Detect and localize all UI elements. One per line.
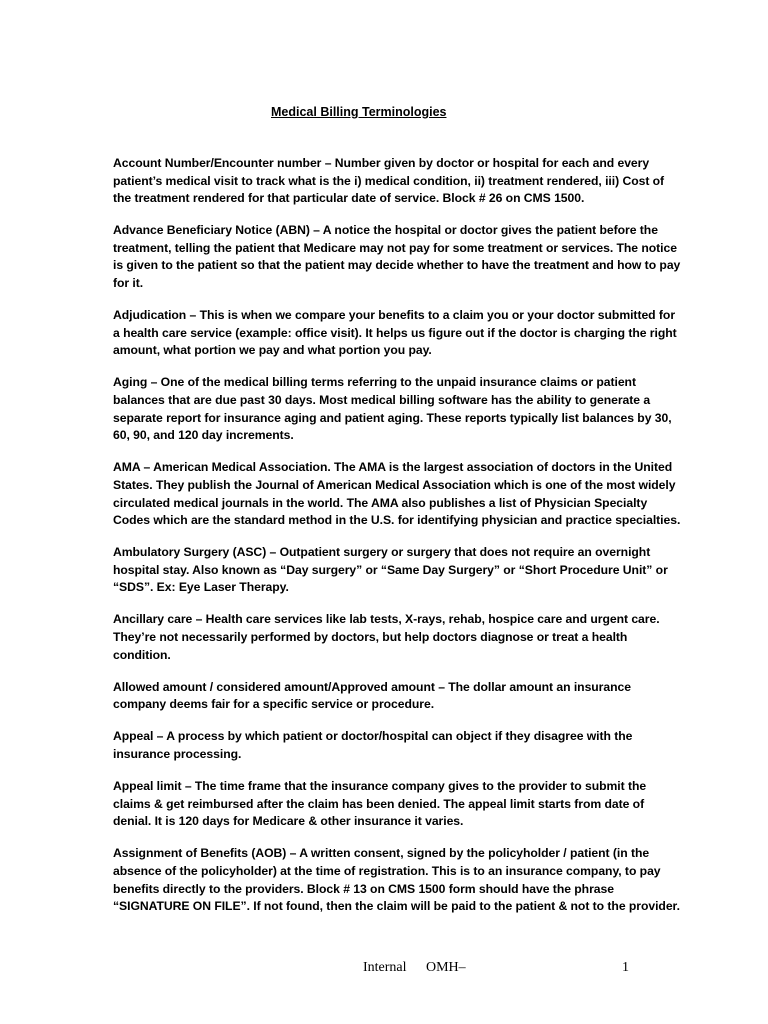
- entry-definition: – Outpatient surgery or surgery that does not require an overnight hospital stay. Also known as “Day surgery” or “Same Day Surgery” or “Short Procedure Unit” or “SDS”. Ex: Eye Laser Therapy.: [113, 545, 668, 595]
- entry-term: Allowed amount / considered amount/Approved amount: [113, 679, 435, 694]
- entry-term: AMA: [113, 460, 141, 475]
- footer-mask: [466, 958, 626, 982]
- entry-term: Appeal limit: [113, 779, 182, 794]
- entry-definition: – Health care services like lab tests, X-rays, rehab, hospice care and urgent care. They’re not necessarily performed by doctors, but help doctors diagnose or treat a health condition.: [113, 612, 660, 662]
- entry-term: Ambulatory Surgery (ASC): [113, 545, 267, 560]
- entry-definition: – Number given by doctor or hospital for each and every patient’s medical visit to track what is the i) medical condition, ii) treatment rendered, iii) Cost of the treatment rendered for that particular date of service. Block # 26 on CMS 1500.: [113, 156, 665, 206]
- footer-code: OMH–: [426, 960, 466, 975]
- entry-definition: – The dollar amount an insurance company deems fair for a specific service or procedure.: [113, 679, 631, 712]
- entry-definition: – American Medical Association. The AMA is the largest association of doctors in the United States. They publish the Journal of American Medical Association which is one of the most widely circulated medical journals in the world. The AMA also publishes a list of Physician Specialty Codes which are the standard method in the U.S. for identifying physician and practice specialties.: [113, 460, 681, 528]
- entry-term: Adjudication: [113, 308, 187, 323]
- document-title: Medical Billing Terminologies: [271, 105, 447, 119]
- glossary-entry: [113, 679, 683, 714]
- glossary-entry: [113, 728, 683, 763]
- page-footer: [0, 958, 768, 982]
- entry-term: Aging: [113, 375, 148, 390]
- entry-term: Account Number/Encounter number: [113, 156, 322, 170]
- glossary-entry: [113, 611, 683, 664]
- page-number: 1: [622, 960, 629, 975]
- entry-definition: – A notice the hospital or doctor gives the patient before the treatment, telling the patient that Medicare may not pay for some treatment or services. The notice is given to the patient so that the patient may decide whether to have the treatment and how to pay for it.: [113, 223, 681, 291]
- entry-definition: – The time frame that the insurance company gives to the provider to submit the claims & get reimbursed after the claim has been denied. The appeal limit starts from date of denial. It is 120 days for Medicare & other insurance it varies.: [113, 779, 647, 829]
- glossary-entry: [113, 544, 683, 597]
- glossary-entry: [113, 845, 683, 915]
- entry-definition: – One of the medical billing terms referring to the unpaid insurance claims or patient balances that are due past 30 days. Most medical billing software has the ability to generate a separate report for insurance aging and patient aging. These reports typically list balances by 30, 60, 90, and 120 day increments.: [113, 375, 672, 443]
- entry-definition: – A process by which patient or doctor/hospital can object if they disagree with the insurance processing.: [113, 729, 633, 762]
- glossary-list: [113, 155, 683, 930]
- glossary-entry: [113, 374, 683, 444]
- glossary-entry: [113, 778, 683, 831]
- entry-term: Advance Beneficiary Notice (ABN): [113, 223, 310, 238]
- entry-definition: – A written consent, signed by the policyholder / patient (in the absence of the policyholder) at the time of registration. This is to an insurance company, to pay benefits directly to the providers. Block # 13 on CMS 1500 form should have the phrase “SIGNATURE ON FILE”. If not found, then the claim will be paid to the patient & not to the provider.: [113, 846, 680, 914]
- entry-term: Ancillary care: [113, 612, 193, 627]
- glossary-entry: [113, 155, 683, 208]
- entry-term: Assignment of Benefits (AOB): [113, 846, 287, 861]
- glossary-entry: [113, 307, 683, 360]
- entry-definition: – This is when we compare your benefits to a claim you or your doctor submitted for a health care service (example: office visit). It helps us figure out if the doctor is charging the right amount, what portion we pay and what portion you pay.: [113, 308, 677, 358]
- footer-label: Internal: [363, 960, 407, 975]
- glossary-entry: [113, 459, 683, 529]
- glossary-entry: [113, 222, 683, 292]
- entry-term: Appeal: [113, 729, 154, 744]
